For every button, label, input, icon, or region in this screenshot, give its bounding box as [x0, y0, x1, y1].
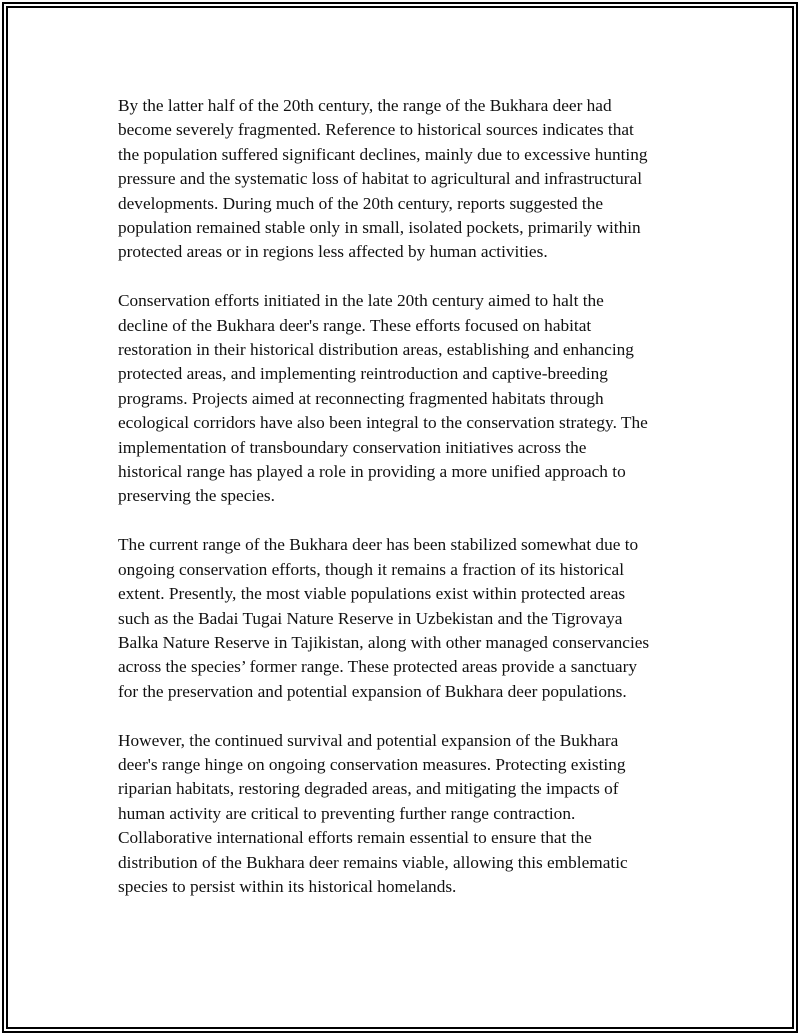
paragraph-4: However, the continued survival and potential expansion of the Bukhara deer's range hinge on ongoing conservation measures. Protecting existing riparian habitats, restoring degraded areas, and mitigating the impacts of human activity are critical to preventing further range contraction. Collaborative international efforts remain essential to ensure that the distribution of the Bukhara deer remains viable, allowing this emblematic species to persist within its historical homelands. — [118, 730, 628, 896]
paragraph-3: The current range of the Bukhara deer has been stabilized somewhat due to ongoing conservation efforts, though it remains a fraction of its historical extent. Presently, the most viable populations exist within protected areas such as the Badai Tugai Nature Reserve in Uzbekistan and the Tigrovaya Balka Nature Reserve in Tajikistan, along with other managed conservancies across the species’ former range. These protected areas provide a sanctuary for the preservation and potential expansion of Bukhara deer populations. — [118, 535, 650, 701]
paragraph-2: Conservation efforts initiated in the late 20th century aimed to halt the decline of the Bukhara deer's range. These efforts focused on habitat restoration in their historical distribution areas, establishing and enhancing protected areas, and implementing reintroduction and captive-breeding programs. Projects aimed at reconnecting fragmented habitats through ecological corridors have also been integral to the conservation strategy. The implementation of transboundary conservation initiatives across the historical range has played a role in providing a more unified approach to preserving the species. — [118, 291, 648, 506]
paragraph-1: By the latter half of the 20th century, the range of the Bukhara deer had become severely fragmented. Reference to historical sources indicates that the population suffered significant declines, mainly due to excessive hunting pressure and the systematic loss of habitat to agricultural and infrastructural developments. During much of the 20th century, reports suggested the population remained stable only in small, isolated pockets, primarily within protected areas or in regions less affected by human activities. — [118, 96, 648, 262]
document-body — [118, 94, 698, 924]
